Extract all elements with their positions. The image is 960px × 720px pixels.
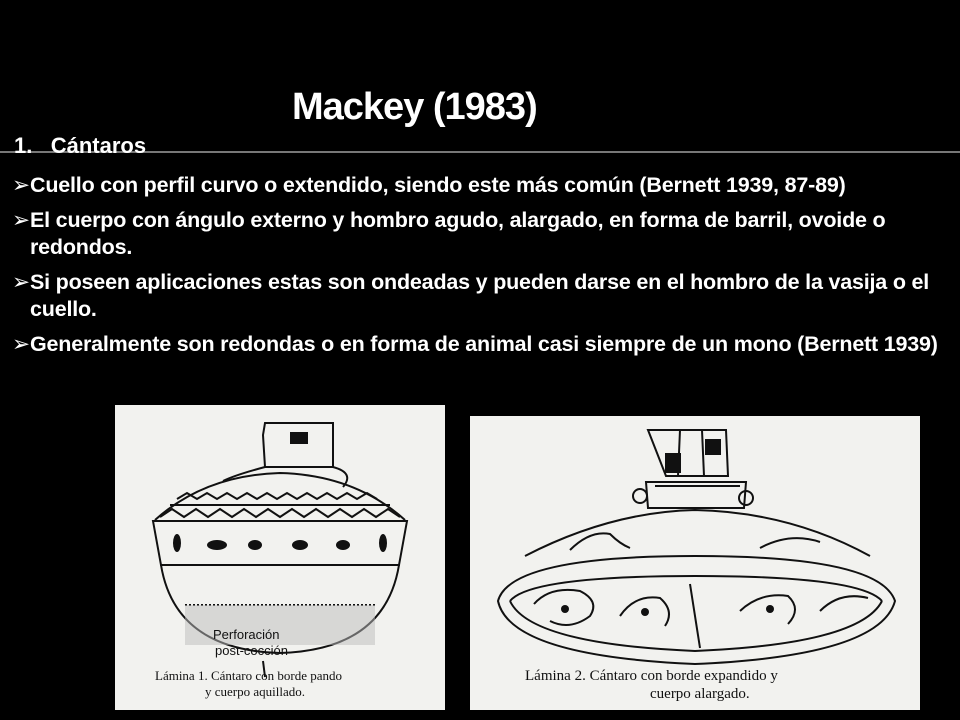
figure-lamina-2 [470, 416, 920, 710]
bullet-text: El cuerpo con ángulo externo y hombro agudo, alargado, en forma de barril, ovoide o redondos. [30, 208, 886, 259]
figure-1-caption-line-2: y cuerpo aquillado. [205, 684, 305, 699]
vessel-1-dots [173, 534, 387, 552]
bullet-item [12, 172, 942, 199]
bullet-item [12, 269, 942, 323]
section-heading [14, 133, 146, 159]
bullet-item [12, 207, 942, 261]
figure-2-caption-line-1: Lámina 2. Cántaro con borde expandido y [525, 668, 778, 684]
arrow-bullet-icon: ➢ [12, 173, 30, 197]
annotation-line-1: Perforación [213, 627, 280, 642]
slide-title: Mackey (1983) [292, 86, 537, 128]
vessel-1-drawing [115, 405, 445, 710]
figure-2-caption-line-2: cuerpo alargado. [650, 686, 750, 702]
section-title: Cántaros [50, 133, 147, 158]
bullet-text: Si poseen aplicaciones estas son ondeadas y pueden darse en el hombro de la vasija o el cuello. [30, 270, 930, 321]
bullet-item [12, 331, 942, 358]
arrow-bullet-icon: ➢ [12, 208, 30, 232]
bullet-text: Cuello con perfil curvo o extendido, siendo este más común (Bernett 1939, 87-89) [30, 173, 846, 197]
bullet-text: Generalmente son redondas o en forma de animal casi siempre de un mono (Bernett 1939) [30, 332, 938, 356]
bullet-list [12, 172, 942, 366]
figure-lamina-1 [115, 405, 445, 710]
figure-1-caption-line-1: Lámina 1. Cántaro con borde pando [155, 668, 342, 683]
arrow-bullet-icon: ➢ [12, 332, 30, 356]
vessel-2-drawing [470, 416, 920, 710]
annotation-line-2: post-cocción [215, 643, 288, 658]
arrow-bullet-icon: ➢ [12, 270, 30, 294]
section-number: 1. [14, 133, 33, 158]
